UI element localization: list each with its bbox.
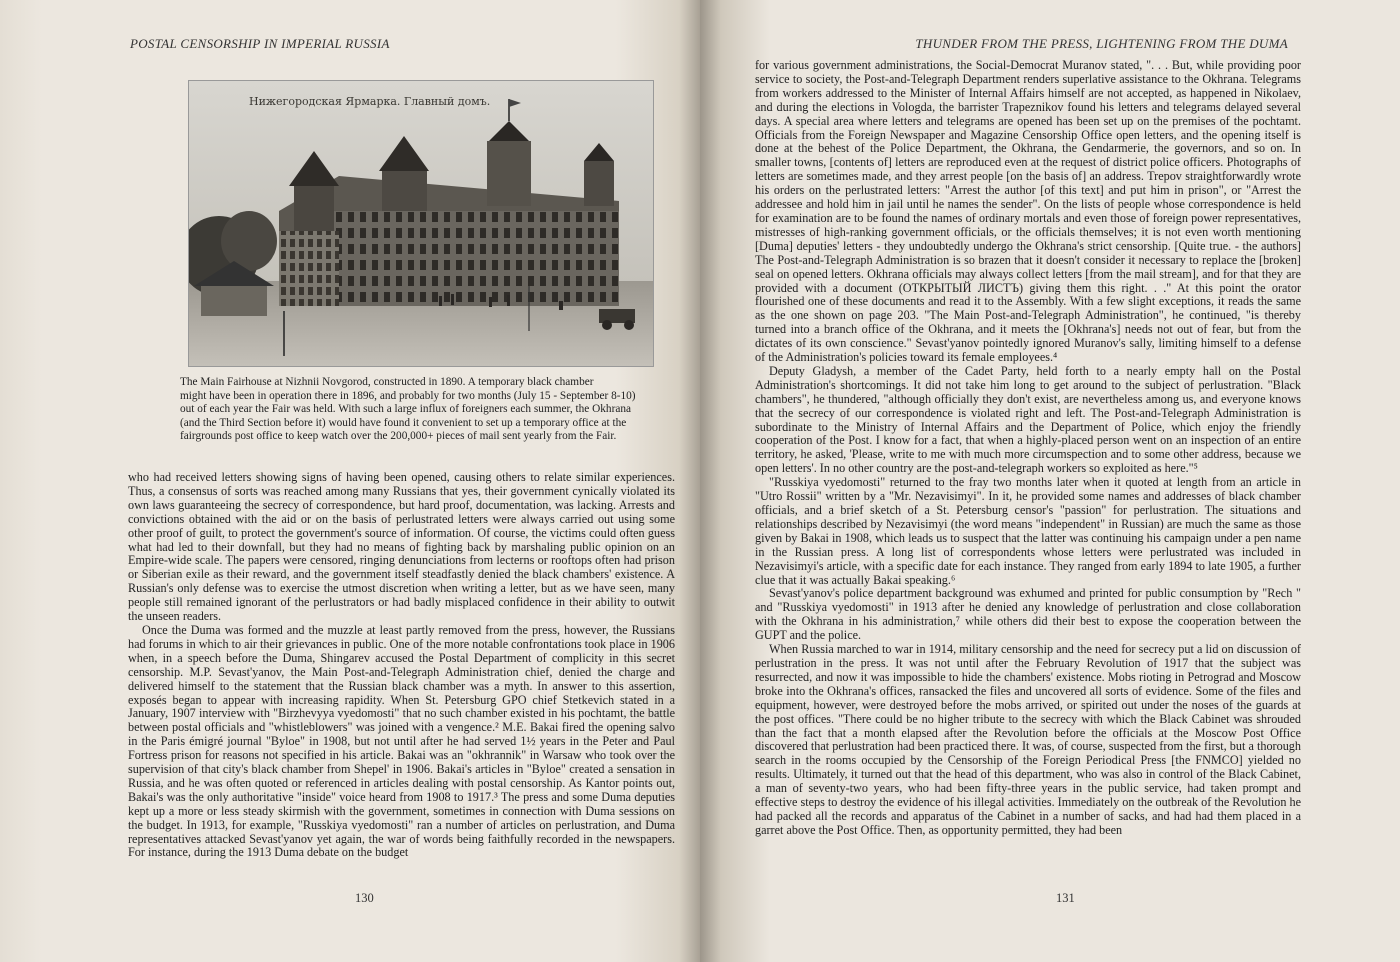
paragraph: Once the Duma was formed and the muzzle at least partly removed from the press, however, the Russians had forums in which to air their grievances in public. One of the more notable confrontations took place in 1906 when, in a speech before the Duma, Shingarev accused the Postal Department of complicity in this secret censorship. M.P. Sevast'yanov, the Main Post-and-Telegraph Administration chief, denied the charge and delivered himself to the statement that the Russian black chamber was a myth. In answer to this assertion, exposés began to appear with increasing rapidity. When St. Petersburg GPO chief Stetkevich stated in a January, 1907 interview with "Birzhevyya vyedomosti" that no such chamber existed in his pochtamt, the battle between postal officials and "whistleblowers" was joined with a vengence.² M.E. Bakai fired the opening salvo in the Paris émigré journal "Byloe" in 1908, but not until after he had served 1½ years in the Peter and Paul Fortress prison for reasons not specified in his article. Bakai was an "okhrannik" in Warsaw who took over the supervision of that city's black chamber from Shepel' in 1906. Bakai's articles in "Byloe" created a sensation in Russia, and he was often quoted or referenced in articles dealing with postal censorship. As Kantor points out, Bakai's was the only authoritative "inside" voice heard from 1908 to 1917.³ The press and some Duma deputies kept up a more or less steady skirmish with the government, sometimes in connection with Duma sessions on the budget. In 1913, for example, "Russkiya vyedomosti" ran a number of articles on perlustration, and Duma representatives attacked Sevast'yanov yet again, the war of words being faithfully recorded in the newspapers. For instance, during the 1913 Duma debate on the budget — [128, 622, 675, 860]
caption-line: (and the Third Section before it) would have found it convenient to set up a temporary office at the — [180, 416, 627, 429]
page-number: 130 — [355, 891, 374, 905]
caption-line: The Main Fairhouse at Nizhnii Novgorod, constructed in 1890. A temporary black chamber — [180, 376, 594, 388]
caption-line: might have been in operation there in 1896, and probably for two months (July 15 - September 8-10) — [180, 389, 636, 402]
paragraph: who had received letters showing signs of having been opened, causing others to relate similar experiences. Thus, a consensus of sorts was reached among many Russians that yes, their government cynically violated its own laws guaranteeing the secrecy of correspondence, but hard proof, documentation, was lacking. Arrests and convictions obtained with the aid or on the basis of perlustrated letters were always carried out using some other proof of guilt, to protect the government's source of information. Of course, the victims could often guess what had led to their downfall, but they had no means of fighting back by marshaling public opinion on an Empire-wide scale. The papers were censored, ringing denunciations from lecterns or rooftops often had prison or Siberian exile as their reward, and the government itself steadfastly denied the black chambers' existence. A Russian's only defense was to exercise the utmost discretion when writing a letter, but as we have seen, many people still remained ignorant of the perlustrators or had badly misplaced confidence in their ability to outwit the unseen readers. — [128, 470, 675, 624]
caption-line: fairgrounds post office to keep watch over the 200,000+ pieces of mail sent yearly from the Fair. — [180, 430, 617, 443]
paragraph: Sevast'yanov's police department background was exhumed and printed for public consumption by "Rech " and "Russkiya vyedomosti" in 1913 after he denied any knowledge of perlustration and close collaboration with the Okhrana in his administration,⁷ while others did their best to expose the cooperation between the GUPT and the police. — [755, 586, 1301, 643]
body-text — [128, 471, 675, 860]
figure-caption — [180, 376, 675, 444]
paragraph: Deputy Gladysh, a member of the Cadet Party, held forth to a nearly empty hall on the Postal Administration's shortcomings. It did not take him long to get around to the subject of perlustration. "Black chambers", he thundered, "although officially they don't exist, are nevertheless among us, and everyone knows that the secrecy of our correspondence is violated right and left. The Post-and-Telegraph Administration is subordinate to the Ministry of Internal Affairs and the Department of Police, which enjoy the friendly cooperation of the Post. I know for a fact, that when a highly-placed person went on an inspection of an entire territory, he asked, 'Please, write to me with much more circumspection and to some other address, because we open letters'. In no other country are the post-and-telegraph workers so exploited as here."⁵ — [755, 363, 1301, 476]
paragraph: "Russkiya vyedomosti" returned to the fray two months later when it quoted at length from an article in "Utro Rossii" written by a "Mr. Nezavisimyi". In it, he provided some names and addresses of black chamber officials, and a brief sketch of a St. Petersburg censor's "passion" for perlustration. The situations and relationships described by Nezavisimyi (the word means "independent" in Russian) are much the same as those given by Bakai in 1908, which leads us to suspect that the latter was continuing his campaign under a pen name in the Russian press. A long list of correspondents whose letters were perlustrated was included in Nezavisimyi's article, with a specific date for each instance. They ranged from early 1894 to late 1905, a further clue that it was actually Bakai speaking.⁶ — [755, 475, 1301, 587]
fairhouse-photograph — [188, 80, 654, 367]
body-text — [755, 59, 1301, 838]
running-head: POSTAL CENSORSHIP IN IMPERIAL RUSSIA — [130, 36, 390, 51]
running-head: THUNDER FROM THE PRESS, LIGHTENING FROM THE DUMA — [915, 36, 1288, 51]
photo-printed-caption: Нижегородская Ярмарка. Главный домъ. — [249, 95, 491, 108]
paragraph: When Russia marched to war in 1914, military censorship and the need for secrecy put a lid on discussion of perlustration in the press. It was not until after the February Revolution of 1917 that the subject was resurrected, and now it was impossible to hide the chambers' existence. Mobs rioting in Petrograd and Moscow broke into the Okhrana's offices, ransacked the files and uncovered all sorts of evidence. Some of the files and equipment, however, were destroyed before the mobs arrived, or spirited out under the noses of the guards at the post offices. "There could be no higher tribute to the secrecy with which the Black Cabinet was shrouded than the fact that a month elapsed after the Revolution before the officials at the Moscow Post Office discovered that perlustration had been practiced there. It was, of course, suspected from the first, but a thorough search in the rooms occupied by the Censorship of the Foreign Periodical Press [the FNMCO] yielded no results. Ultimately, it turned out that the head of this department, who was also in control of the Black Cabinet, a man of seventy-two years, who had been fifty-three years in the public service, had taken prompt and effective steps to destroy the evidence of his illegal activities. Immediately on the outbreak of the Revolution he had packed all the records and apparatus of the Cabinet in a number of sacks, and had had them placed in a garret above the Post Office. Then, as opportunity permitted, they had been — [755, 642, 1302, 837]
caption-line: out of each year the Fair was held. With such a large influx of foreigners each summer, the Okhrana — [180, 403, 632, 416]
page-number: 131 — [1056, 891, 1075, 905]
paragraph: for various government administrations, the Social-Democrat Muranov stated, ". . . But, while providing poor service to society, the Post-and-Telegraph Department renders superlative assistance to the Okhrana. Telegrams from workers addressed to the Minister of Internal Affairs himself are not accepted, as happened in Nikolaev, and during the elections in Vologda, the barrister Trapeznikov found his letters and telegrams delayed several days. A special area where letters and telegrams are opened has been set up on the premises of the pochtamt. Officials from the Foreign Newspaper and Magazine Censorship Office open letters, and the opening itself is done at the behest of the Police Department, the Okhrana, the Gendarmerie, the governors, and so on. In smaller towns, [contents of] letters are reproduced even at the request of district police officers. Photographs of letters are sometimes made, and they arrest people [on the basis of] an address. Trepov straightforwardly wrote his orders on the perlustrated letters: "Arrest the author [of this text] and put him in prison", or "Arrest the addressee and hold him in jail until he names the sender". On the lists of people whose correspondence is held for examination are to be found the names of ordinary mortals and even those of foreign power representatives, mistresses of high-ranking government officials, or the officials themselves; it is not even worth mentioning [Duma] deputies' letters - they undoubtedly undergo the Okhrana's strict censorship. [Quite true. - the authors] The Post-and-Telegraph Administration is so brazen that it doesn't consider it necessary to replace the [broken] seal on opened letters. Okhrana officials may always collect letters [from the mail stream], and for that they are provided with a document (ОТКРЫТЫЙ ЛИСТЪ) giving them this right. . ." At this point the orator flourished one of these documents and read it to the Assembly. With a few slight exceptions, it reads the same as the one shown on page 203. "The Main Post-and-Telegraph Administration", he continued, "is thereby turned into a branch office of the Okhrana, and it meets the [Okhrana's] needs not out of fear, but from the dictates of its own conscience." Sevast'yanov pointedly ignored Muranov's sally, limiting himself to a defense of the Administration's policies toward its female employees.⁴ — [755, 58, 1301, 365]
right-page — [700, 0, 1400, 962]
